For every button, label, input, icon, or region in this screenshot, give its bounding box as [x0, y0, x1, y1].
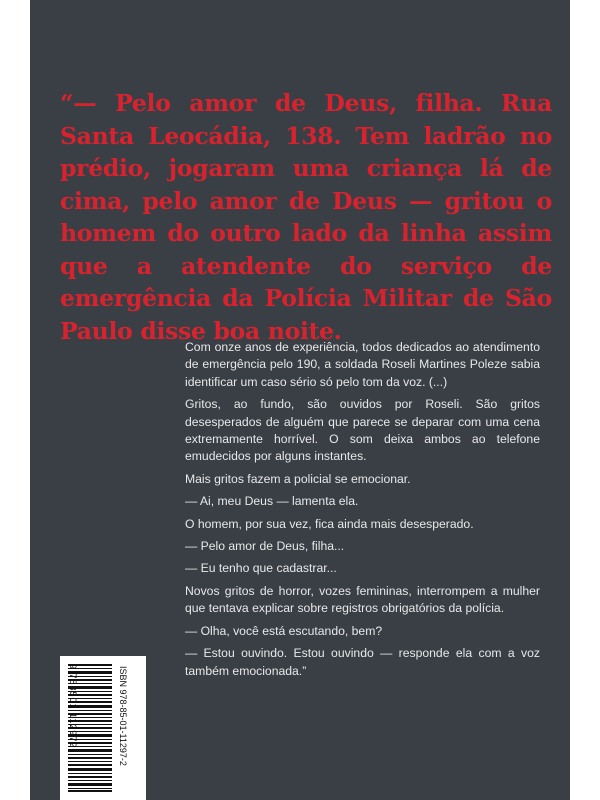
excerpt-text — [185, 339, 540, 685]
isbn-label: ISBN 978-85-01-11297-2 — [118, 666, 128, 766]
paragraph: Gritos, ao fundo, são ouvidos por Roseli. São gritos desesperados de alguém que parece se deparar com uma cena extremamente horrível. O som deixa ambos ao telefone emudecidos por alguns instantes. — [185, 397, 540, 464]
paragraph: — Ai, meu Deus — lamenta ela. — [185, 494, 359, 509]
paragraph: — Pelo amor de Deus, filha... — [185, 539, 345, 554]
barcode-digits: 9 788501 112972 — [68, 664, 78, 749]
paragraph: Mais gritos fazem a policial se emocionar. — [185, 471, 411, 486]
paragraph: Com onze anos de experiência, todos dedicados ao atendimento de emergência pelo 190, a soldada Roseli Martines Poleze sabia identificar um caso sério só pelo tom da voz. (...) — [185, 340, 540, 389]
paragraph: O homem, por sua vez, fica ainda mais desesperado. — [185, 516, 474, 531]
pull-quote: “— Pelo amor de Deus, filha. Rua Santa Leocádia, 138. Tem ladrão no prédio, jogaram uma criança lá de cima, pelo amor de Deus — gritou o homem do outro lado da linha assim que a atendente do serviço de emergência da Polícia Militar de São Paulo disse boa noite. — [60, 89, 552, 345]
barcode-panel — [60, 656, 146, 800]
paragraph: — Eu tenho que cadastrar... — [185, 561, 337, 576]
paragraph: — Estou ouvindo. Estou ouvindo — responde ela com a voz também emocionada.” — [185, 646, 540, 678]
paragraph: Novos gritos de horror, vozes femininas, interrompem a mulher que tentava explicar sobre registros obrigatórios da polícia. — [185, 583, 540, 616]
paragraph: — Olha, você está escutando, bem? — [185, 623, 383, 638]
